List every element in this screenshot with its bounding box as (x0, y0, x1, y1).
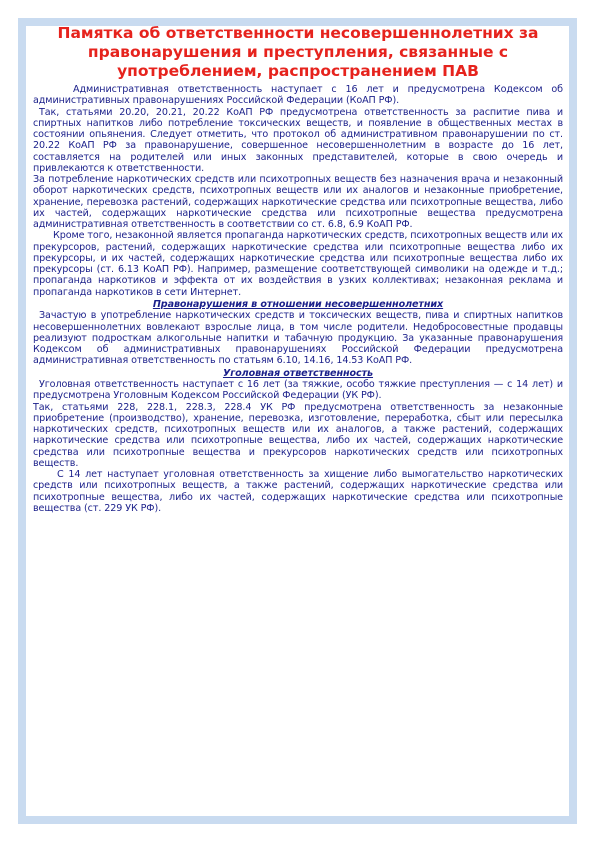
paragraph-propaganda: Кроме того, незаконной является пропаганда наркотических средств, психотропных веществ или их прекурсоров, растений, содержащих наркотические средства или психотропные вещества либо их прекурсоры, и их частей, содержащих наркотические средства или психотропные вещества либо их прекурсоры (ст. 6.13 КоАП РФ). Например, размещение соответствующей символики на одежде и т.д.; пропаганда наркотиков и эффекта от их воздействия в узких коллективах; незаконная реклама и пропаганда наркотиков в сети Интернет. (33, 230, 563, 298)
leaflet-content (33, 24, 563, 514)
section-heading-offenses-minors: Правонарушения в отношении несовершеннолетних (152, 298, 444, 310)
paragraph-admin-intro: Административная ответственность наступает с 16 лет и предусмотрена Кодексом об административных правонарушениях Российской Федерации (КоАП РФ). (33, 84, 563, 107)
paragraph-criminal-intro: Уголовная ответственность наступает с 16 лет (за тяжкие, особо тяжкие преступления — с 14 лет) и предусмотрена Уголовным Кодексом Российской Федерации (УК РФ). (33, 379, 563, 402)
paragraph-criminal-theft: С 14 лет наступает уголовная ответственность за хищение либо вымогательство наркотических средств или психотропных веществ, а также растений, содержащих наркотические средства или психотропные вещества, либо их частей, содержащих наркотические средства или психотропные вещества (ст. 229 УК РФ). (33, 469, 563, 514)
page-title: Памятка об ответственности несовершеннолетних за правонарушения и преступления, связанные с употреблением, распространением ПАВ (57, 24, 539, 80)
paragraph-narcotics-admin: За потребление наркотических средств или психотропных веществ без назначения врача и незаконный оборот наркотических средств, психотропных веществ или их аналогов и незаконные приобретение, хранение, перевозка растений, содержащих наркотические средства или психотропные вещества, либо их частей, содержащих наркотические средства или психотропные вещества предусмотрена административная ответственность в соответствии со ст. 6.8, 6.9 КоАП РФ. (33, 174, 563, 230)
paragraph-criminal-articles: Так, статьями 228, 228.1, 228.3, 228.4 УК РФ предусмотрена ответственность за незаконные приобретение (производство), хранение, перевозка, изготовление, переработка, сбыт или пересылка наркотических средств, психотропных веществ или их аналогов, а также растений, содержащих наркотические средства или психотропные вещества, либо их частей, содержащих наркотические средства или психотропные вещества и прекурсоров наркотических средств или психотропных веществ. (33, 401, 563, 469)
paragraph-koap-articles: Так, статьями 20.20, 20.21, 20.22 КоАП РФ предусмотрена ответственность за распитие пива и спиртных напитков либо потребление токсических веществ, и появление в общественных местах в состоянии опьянения. Следует отметить, что протокол об административном правонарушении по ст. 20.22 КоАП РФ за правонарушение, совершенное несовершеннолетним в возрасте до 16 лет, составляется на родителей или иных законных представителей, которые в свою очередь и привлекаются к ответственности. (33, 106, 563, 174)
section-heading-criminal: Уголовная ответственность (222, 367, 374, 379)
paragraph-offenses-minors: Зачастую в употребление наркотических средств и токсических веществ, пива и спиртных напитков несовершеннолетних вовлекают взрослые лица, в том числе родители. Недобросовестные продавцы реализуют подросткам алкогольные напитки и табачную продукцию. За указанные правонарушения Кодексом об административных правонарушениях Российской Федерации предусмотрена административная ответственность по статьям 6.10, 14.16, 14.53 КоАП РФ. (33, 310, 563, 367)
